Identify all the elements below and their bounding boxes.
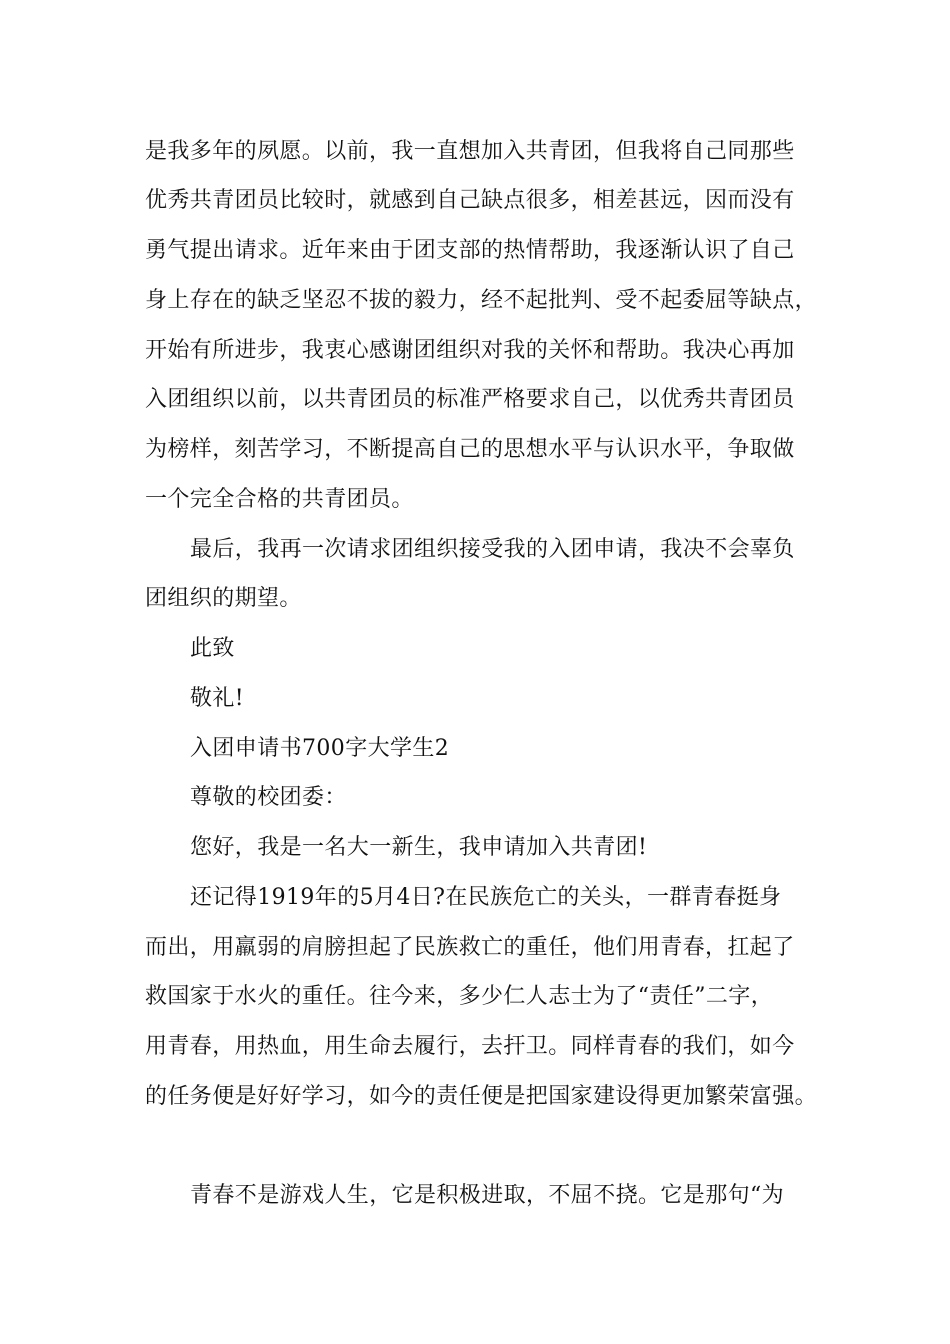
paragraph-line: 救国家于水火的重任。往今来，多少仁人志士为了“责任”二字，: [145, 984, 774, 1009]
paragraph-line: 而出，用羸弱的肩膀担起了民族救亡的重任，他们用青春，扛起了: [145, 935, 795, 960]
closing-salutation: 此致: [190, 636, 235, 661]
paragraph-line: 青春不是游戏人生，它是积极进取，不屈不挠。它是那句“为: [190, 1183, 785, 1208]
paragraph-line: 还记得1919年的5月4日?在民族危亡的关头，一群青春挺身: [190, 885, 782, 910]
paragraph-line: 的任务便是好好学习，如今的责任便是把国家建设得更加繁荣富强。: [145, 1084, 818, 1109]
paragraph-line: 为榜样，刻苦学习，不断提高自己的思想水平与认识水平，争取做: [145, 437, 795, 462]
paragraph-line: 最后，我再一次请求团组织接受我的入团申请，我决不会辜负: [190, 537, 795, 562]
paragraph-line: 勇气提出请求。近年来由于团支部的热情帮助，我逐渐认识了自己: [145, 238, 795, 263]
paragraph-line: 入团组织以前，以共青团员的标准严格要求自己，以优秀共青团员: [145, 387, 795, 412]
paragraph-line: 是我多年的夙愿。以前，我一直想加入共青团，但我将自己同那些: [145, 139, 795, 164]
paragraph-line: 身上存在的缺乏坚忍不拔的毅力，经不起批判、受不起委屈等缺点，: [145, 288, 818, 313]
letter-greeting: 您好，我是一名大一新生，我申请加入共青团!: [190, 835, 648, 860]
paragraph-line: 一个完全合格的共青团员。: [145, 487, 414, 512]
paragraph-line: 优秀共青团员比较时，就感到自己缺点很多，相差甚远，因而没有: [145, 188, 795, 213]
paragraph-line: 团组织的期望。: [145, 586, 302, 611]
closing-regards: 敬礼!: [190, 686, 245, 711]
letter-addressee: 尊敬的校团委：: [190, 785, 347, 810]
paragraph-line: 用青春，用热血，用生命去履行，去扞卫。同样青春的我们，如今: [145, 1034, 795, 1059]
section-title: 入团申请书700字大学生2: [190, 736, 450, 761]
paragraph-line: 开始有所进步，我衷心感谢团组织对我的关怀和帮助。我决心再加: [145, 338, 795, 363]
